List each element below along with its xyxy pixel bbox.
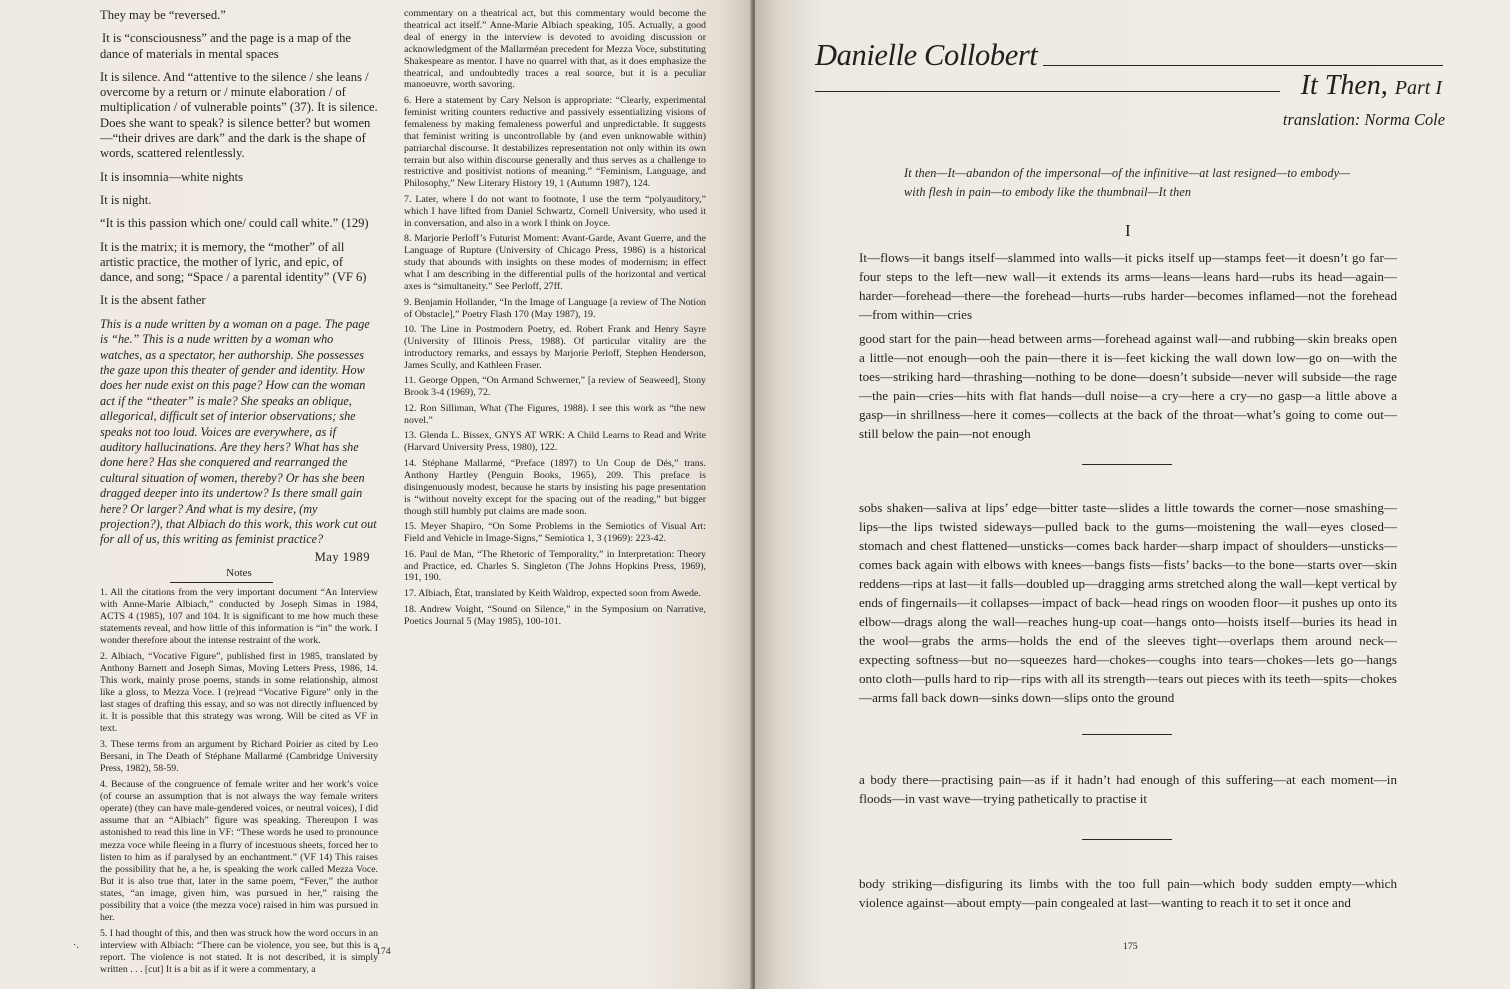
poem-paragraph: good start for the pain—head between arms—forehead against wall—and rubbing—skin breaks open a little—not enough—ooh the pain—there it is—feet kicking the wall down low—go on—with the toes—striking hard—thrashing—nothing to be done—doesn’t subside—never will subside—the rage—the pain—cries—hits with flat hands—dull noise—a cry—here a cry—no gasp—a little above a gasp—in shrillness—here it comes—collects at the back of the throat—what’s going to come out—still below the pain—not enough [859, 331, 1397, 441]
poem-title-main: It Then, [1300, 70, 1388, 101]
note: 5. I had thought of this, and then was struck how the word occurs in an interview with Albiach: “There can be violence, you see, but this is a report. The violence is not stated. It is not described, it is simply written . . . [cut] It is a bit as if it were a commentary, a [100, 927, 378, 976]
italic-essay-paragraph: This is a nude written by a woman on a page. The page is “he.” This is a nude written by a woman who watches, as a spectator, her authorship. She possesses the gaze upon this theater of gender and identity. How does her nude exist on this page? How can the woman act if the “theater” is male? She speaks an oblique, allegorical, difficult set of interior observations; she speaks not too loud. Voices are everywhere, as if auditory hallucinations. Are they hers? What has she done here? Has she conquered and rearranged the cultural situation of women, thereby? Or has she been dragged deeper into its undertow? Is there small gain here? Or larger? And what is my desire, (my projection?), that Albiach do this work, this work cut out for all of us, this writing as feminist practice? [100, 316, 377, 547]
note: 15. Meyer Shapiro, “On Some Problems in the Semiotics of Visual Art: Field and Vehicle in Image-Signs,” Semiotica 1, 3 (1969): 223-42. [404, 521, 706, 545]
paragraph: It is insomnia—white nights [100, 169, 244, 184]
note: 8. Marjorie Perloff’s Futurist Moment: Avant-Garde, Avant Guerre, and the Language of Rupture (University of Chicago Press, 1986) is a historical study that abounds with insights on these modes of modernism; in effect what I am describing in the differential pulls of the horizontal and vertical axes is “simultaneity.” See Perloff, 27ff. [404, 233, 706, 292]
note: 18. Andrew Voight, “Sound on Silence,” in the Symposium on Narrative, Poetics Journal 5 (May 1985), 100-101. [404, 603, 706, 627]
corner-mark: ·. [73, 940, 79, 951]
note: 11. George Oppen, “On Armand Schwerner,” [a review of Seaweed], Stony Brook 3-4 (1969), 72. [404, 375, 706, 399]
translator-credit: translation: Norma Cole [1282, 110, 1445, 129]
note: 7. Later, where I do not want to footnote, I use the term “polyauditory,” which I have lifted from Daniel Schwartz, Cornell University, who used it in conversation, and also in a work I think on Joyce. [404, 193, 706, 229]
page-number-left: 174 [376, 946, 391, 957]
poem-paragraph: sobs shaken—saliva at lips’ edge—bitter taste—slides a little towards the corner—nose smashing—lips—the lips twisted sideways—pulled back to the gums—moistening the wall—eyes closed—stomach and chest flattened—unsticks—comes back harder—sharp impact of shoulders—unsticks—comes back again with elbows with knees—bangs fists—fists’ backs—to the bone—starts over—skin reddens—rips at last—it falls—doubled up—dragging arms stretched along the wall—kept vertical by ends of fingernails—it collapses—impact of back—head rings on wooden floor—it pushes up onto its elbow—drags along the wall—reaches hung-up coat—hangs onto—hoists itself—buries its head in the wool—grabs the arms—holds the end of the sleeves tight—overlaps them around neck—expecting softness—but no—squeezes hard—chokes—coughs into tears—chokes—lets go—hangs onto cloth—pulls hard to rip—rips with all its strength—tears out pieces with its teeth—spits—chokes—arms fall back down—sinks down—slips onto the ground [859, 500, 1397, 705]
poem-title [1301, 70, 1442, 102]
section-divider [1082, 734, 1172, 735]
paragraph: It is the matrix; it is memory, the “mother” of all artistic practice, the mother of lyric, and epic, of dance, and song; “Space / a parental identity” (VF 6) [100, 239, 367, 285]
left-column-1 [100, 8, 378, 980]
note: 9. Benjamin Hollander, “In the Image of Language [a review of The Notion of Obstacle],” Poetry Flash 170 (May 1987), 19. [404, 296, 706, 320]
paragraph: It is “consciousness” and the page is a map of the dance of materials in mental spaces [100, 31, 352, 61]
author-name: Danielle Collobert [815, 38, 1038, 72]
section-divider [1082, 839, 1172, 840]
title-rule [815, 91, 1280, 92]
note: 3. These terms from an argument by Richard Poirier as cited by Leo Bersani, in The Death of Stéphane Mallarmé (Cambridge University Press, 1982), 58-59. [100, 739, 378, 775]
paragraph: It is night. [100, 192, 152, 207]
poem-paragraph: a body there—practising pain—as if it hadn’t had enough of this suffering—at each moment—in floods—in vast wave—trying pathetically to practise it [859, 772, 1397, 806]
epigraph: It then—It—abandon of the impersonal—of the infinitive—at last resigned—to embody—with flesh in pain—to embody like the thumbnail—It then [904, 166, 1351, 199]
signoff-date: May 1989 [314, 549, 370, 564]
paragraph: It is the absent father [100, 293, 206, 308]
note: 14. Stéphane Mallarmé, “Preface (1897) to Un Coup de Dés,” trans. Anthony Hartley (Penguin Books, 1965), 209. This preface is disingenuously modest, because he starts by insisting his page presentation is “without novelty except for the spacing out of the reading,” but bigger though still humbly put claims are made soon. [404, 457, 706, 517]
notes-heading: Notes [100, 567, 378, 583]
right-page [755, 0, 1510, 989]
poem-paragraph: body striking—disfiguring its limbs with the too full pain—which body sudden empty—which violence against—about empty—pain congealed at last—wanting to reach it to set it once and [859, 876, 1397, 910]
left-column-2 [404, 8, 706, 631]
note: 17. Albiach, État, translated by Keith Waldrop, expected soon from Awede. [404, 588, 701, 600]
paragraph: They may be “reversed.” [100, 8, 226, 22]
note: commentary on a theatrical act, but this commentary would become the theatrical act itself.” Anne-Marie Albiach speaking, 105. Actually, a good deal of energy in the interview is devoted to avoiding discussion or acknowledgment of the Mallarméan precedent for Mezza Voce, substituting Shakespeare as mentor. I have no quarrel with that, as it does emphasize the theatrical, and undoubtedly traces a real source, but it is a peculiar manoeuvre, worth savoring. [404, 8, 706, 91]
poem-paragraph: It—flows—it bangs itself—slammed into walls—it picks itself up—stamps feet—it doesn’t go far—four steps to the left—new wall—it extends its arms—leans—leans hard—rubs its head—again—harder—forehead—there—the forehead—hurts—rubs harder—becomes inflamed—not the forehead—from within—cries [859, 250, 1397, 322]
note: 2. Albiach, “Vocative Figure”, published first in 1985, translated by Anthony Barnett and Joseph Simas, Moving Letters Press, 1986, 14. This work, mainly prose poems, stands in some relationship, almost like a gloss, to Mezza Voce. I (re)read “Vocative Figure” only in the last stages of drafting this essay, and so was not directly influenced by it. It is possible that this strategy was wrong. Will be cited as VF in text. [100, 650, 378, 735]
note: 1. All the citations from the very important document “An Interview with Anne-Marie Albiach,” conducted by Joseph Simas in 1984, ACTS 4 (1985), 107 and 104. It is significant to me how much these statements reveal, and how little of this information is “in” the work. I wonder therefore about the intense restraint of the work. [100, 586, 378, 647]
paragraph: “It is this passion which one/ could call white.” (129) [100, 216, 369, 231]
author-rule [1043, 65, 1443, 66]
note: 12. Ron Silliman, What (The Figures, 1988). I see this work as “the new novel.” [404, 402, 706, 426]
page-number-right: 175 [1123, 941, 1138, 952]
note: 4. Because of the congruence of female writer and her work’s voice (of course an assumption that is not always the way female writers operate) (they can have male-gendered voices, or neutral voices), I did assume that an “Albiach” figure was speaking. Thereupon I was astonished to read this line in VF: “These words he used to pronounce mezza voce while fleeing in a flurry of incestuous sheets, forced her to listen to him as if paralysed by an enchantment.” (VF 14) This raises the possibility that he, a he, is speaking the work called Mezza Voce. But it is also true that, later in the same poem, “Fever,” the author states, “an image, given him, was pursued in her,” raising the possibility that a voice (the mezza voce) raised in him was pursued in her. [100, 779, 378, 924]
note: 10. The Line in Postmodern Poetry, ed. Robert Frank and Henry Sayre (University of Illinois Press, 1988). Of particular vitality are the introductory remarks, and essays by Marjorie Perloff, Stephen Henderson, James Scully, and Kathleen Fraser. [404, 324, 706, 371]
section-numeral: I [1125, 221, 1131, 240]
poem-title-part: Part I [1394, 77, 1442, 99]
section-divider [1082, 464, 1172, 465]
paragraph: It is silence. And “attentive to the silence / she leans / overcome by a return or / minute elaboration / of multiplication / of vulnerable points” (37). It is silence. Does she want to speak? is silence better? but women—“their drives are dark” and the dark is the shape of words, scattered relentlessly. [100, 69, 378, 161]
left-page [0, 0, 752, 989]
note: 16. Paul de Man, “The Rhetoric of Temporality,” in Interpretation: Theory and Practice, ed. Charles S. Singleton (The Johns Hopkins Press, 1969), 191, 190. [404, 548, 706, 584]
note: 13. Glenda L. Bissex, GNYS AT WRK: A Child Learns to Read and Write (Harvard University Press, 1980), 122. [404, 430, 706, 454]
note: 6. Here a statement by Cary Nelson is appropriate: “Clearly, experimental feminist writing counters reductive and passively essentializing visions of femaleness by making femaleness powerful and unpredictable. It suggests that feminist writing is uncontrollable by (and even unknowable within) patriarchal discourse. It destabilizes representation not only within its own terrain but also within discourse generally and thus serves as a challenge to restrictive and positivist notions of meaning.” “Feminism, Language, and Philosophy,” New Literary History 19, 1 (Autumn 1987), 124. [404, 95, 706, 190]
